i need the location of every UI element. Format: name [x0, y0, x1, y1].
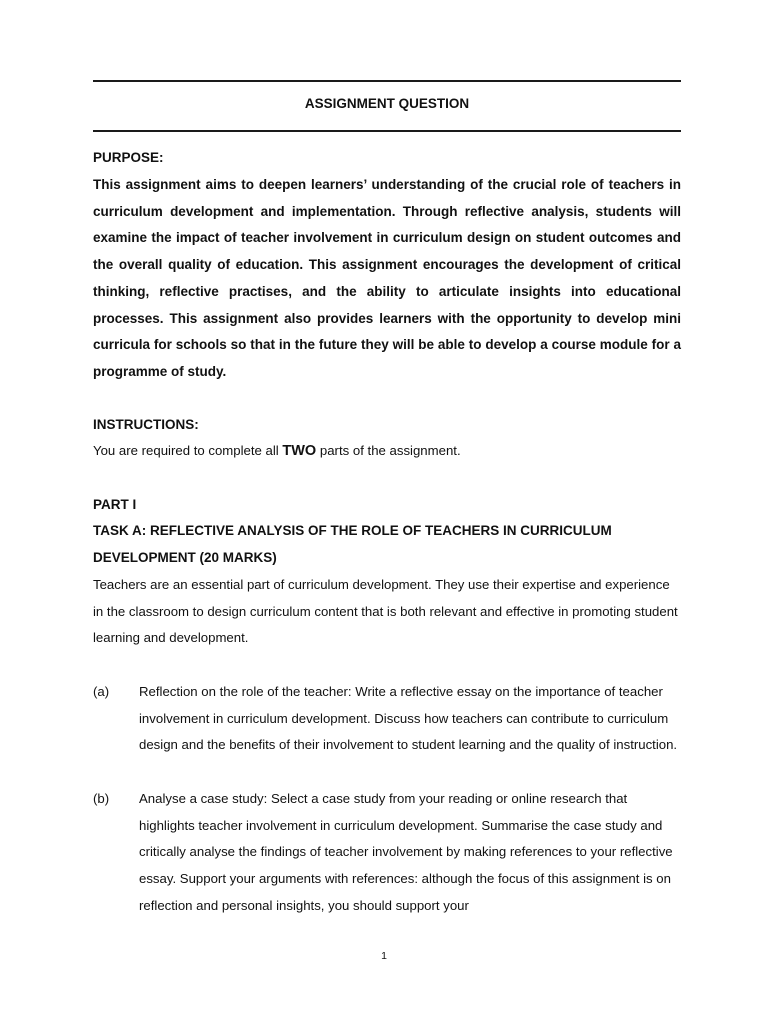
list-item-text: Analyse a case study: Select a case study from your reading or online research that highlights teacher involvement in curriculum development. Summarise the case study and critically analyse the findings of teacher involvement by making references to your reflective essay. Support your arguments with references: although the focus of this assignment is on reflection and personal insights, you should support your — [139, 791, 673, 913]
list-item — [93, 786, 681, 920]
bottom-horizontal-rule — [93, 130, 681, 132]
list-item — [93, 679, 681, 759]
purpose-heading: PURPOSE: — [93, 150, 164, 165]
list-item-label: (a) — [93, 684, 110, 699]
instructions-emphasis: TWO — [282, 443, 317, 459]
page-number: 1 — [381, 950, 387, 962]
document-title: ASSIGNMENT QUESTION — [304, 96, 470, 111]
part-heading: PART I — [93, 497, 137, 512]
list-item-label: (b) — [93, 791, 110, 806]
instructions-heading: INSTRUCTIONS: — [93, 417, 199, 432]
task-heading: TASK A: REFLECTIVE ANALYSIS OF THE ROLE OF TEACHERS IN CURRICULUM DEVELOPMENT (20 MARKS) — [93, 523, 612, 565]
instructions-paragraph — [93, 438, 681, 465]
instructions-text-before: You are required to complete all — [93, 443, 283, 458]
top-horizontal-rule — [93, 80, 681, 82]
task-intro-paragraph: Teachers are an essential part of curriculum development. They use their expertise and experience in the classroom to design curriculum content that is both relevant and effective in promoting student learning and development. — [93, 577, 678, 646]
list-item-text: Reflection on the role of the teacher: Write a reflective essay on the importance of teacher involvement in curriculum development. Discuss how teachers can contribute to curriculum design and the benefits of their involvement to student learning and the quality of instruction. — [139, 684, 678, 753]
purpose-paragraph: This assignment aims to deepen learners’ understanding of the crucial role of teachers in curriculum development and implementation. Through reflective analysis, students will examine the impact of teacher involvement in curriculum design on student outcomes and the overall quality of education. This assignment encourages the development of critical thinking, reflective practises, and the ability to articulate insights into educational processes. This assignment also provides learners with the opportunity to develop mini curricula for schools so that in the future they will be able to develop a course module for a programme of study. — [93, 177, 681, 379]
instructions-text-after: parts of the assignment. — [316, 443, 461, 458]
